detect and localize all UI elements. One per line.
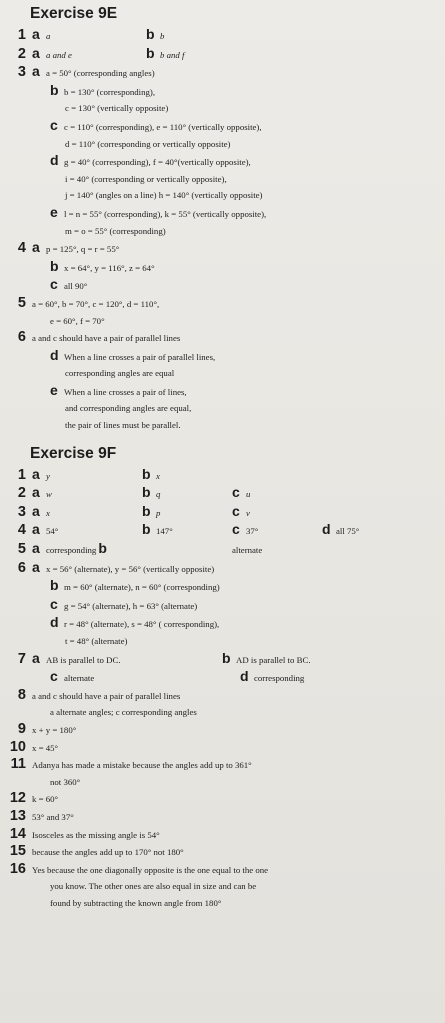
ex9f-q6b — [0, 577, 445, 596]
part-label: a — [32, 26, 40, 42]
ex9e-q6 — [0, 329, 445, 347]
answer: a = 60°, b = 70°, c = 120°, d = 110°, — [32, 298, 160, 309]
answer: g = 40° (corresponding), f = 40°(vertically opposite), — [64, 157, 251, 168]
part-label: c — [50, 116, 58, 133]
question-number: 3 — [17, 503, 26, 520]
part-label: d — [50, 614, 59, 631]
ex9f-q11 — [0, 756, 445, 774]
answer: r = 48° (alternate), s = 48° ( corresponding), — [64, 619, 220, 630]
ex9e-q6e-cont — [0, 400, 445, 417]
answer: y — [46, 470, 50, 481]
question-number: 3 — [17, 64, 26, 81]
part-label: e — [50, 381, 58, 398]
ex9e-q3d-cont2 — [0, 187, 445, 204]
ex9f-q6a — [0, 559, 445, 578]
answer: alternate — [64, 673, 95, 684]
part-label: d — [240, 668, 249, 685]
ex9e-q5-cont — [0, 313, 445, 330]
ex9f-q8-cont — [0, 704, 445, 721]
ex9f-q7cd — [0, 668, 445, 687]
ex9f-q16 — [0, 861, 445, 879]
ex9e-q5 — [0, 295, 445, 313]
answer: w — [46, 489, 52, 500]
answer: j = 140° (angles on a line) h = 140° (vertically opposite) — [65, 190, 263, 201]
answer: x — [46, 507, 50, 518]
answer: you know. The other ones are also equal in size and can be — [50, 881, 257, 892]
answer: x — [156, 470, 160, 481]
question-number: 4 — [17, 240, 26, 257]
answer: corresponding — [46, 545, 97, 556]
answer: because the angles add up to 170° not 180° — [32, 847, 184, 858]
ex9f-q6c — [0, 596, 445, 615]
ex9f-q6d-cont — [0, 633, 445, 650]
answer: and corresponding angles are equal, — [65, 403, 192, 414]
part-label: b — [142, 465, 151, 482]
ex9e-q3b-cont — [0, 100, 445, 117]
answer: found by subtracting the known angle from 180° — [50, 897, 222, 908]
question-number: 16 — [9, 860, 26, 877]
answer: AB is parallel to DC. — [46, 654, 121, 665]
ex9f-q1 — [0, 466, 445, 485]
part-label: a — [32, 540, 40, 557]
answer: b and f — [160, 49, 185, 60]
part-label: a — [32, 239, 40, 256]
part-label: b — [222, 649, 231, 666]
part-label: b — [142, 521, 151, 538]
part-label: a — [32, 484, 40, 501]
part-label: c — [50, 595, 58, 612]
answer: 54° — [46, 526, 59, 537]
part-label: c — [50, 276, 58, 293]
answer: all 90° — [64, 281, 88, 292]
ex9e-q6d-cont — [0, 365, 445, 382]
ex9e-q3e-cont — [0, 223, 445, 240]
answer: When a line crosses a pair of lines, — [64, 386, 187, 397]
part-label: c — [232, 521, 240, 538]
question-number: 6 — [17, 559, 26, 576]
part-label: b — [146, 26, 155, 42]
answer: v — [246, 507, 250, 518]
answer: Adanya has made a mistake because the angles add up to 361° — [32, 760, 252, 771]
part-label: a — [32, 502, 40, 519]
answer: AD is parallel to BC. — [236, 654, 311, 665]
ex9f-q14 — [0, 826, 445, 844]
answer: a alternate angles; c corresponding angles — [50, 707, 197, 718]
question-number: 2 — [17, 45, 26, 62]
answer: all 75° — [336, 526, 360, 537]
part-label: c — [232, 502, 240, 519]
exercise-9f-title: Exercise 9F — [30, 444, 117, 462]
part-label: d — [50, 152, 59, 169]
question-number: 14 — [9, 825, 26, 842]
answer: m = 60° (alternate), n = 60° (corresponding) — [64, 582, 220, 593]
part-label: a — [32, 465, 40, 482]
answer: Isosceles as the missing angle is 54° — [32, 829, 160, 840]
answer: t = 48° (alternate) — [65, 636, 128, 646]
question-number: 2 — [17, 485, 26, 502]
question-number: 5 — [17, 294, 26, 311]
exercise-9e-title: Exercise 9E — [30, 5, 118, 22]
answer: not 360° — [50, 776, 81, 787]
ex9e-q3c — [0, 117, 445, 136]
answer: corresponding angles are equal — [65, 368, 175, 379]
part-label: a — [32, 649, 40, 666]
question-number: 5 — [17, 541, 26, 558]
ex9f-q15 — [0, 843, 445, 861]
answer: c = 130° (vertically opposite) — [65, 103, 169, 114]
ex9f-q4 — [0, 521, 445, 540]
question-number: 9 — [17, 720, 26, 737]
part-label: b — [50, 257, 59, 274]
part-label: b — [146, 44, 155, 61]
ex9e-q3d-cont — [0, 171, 445, 188]
part-label: c — [50, 668, 58, 685]
part-label: d — [322, 521, 331, 538]
answer: 147° — [156, 526, 173, 537]
part-label: b — [50, 81, 59, 98]
ex9e-q4c — [0, 276, 445, 295]
ex9f-q7ab — [0, 650, 445, 669]
ex9e-q2 — [0, 45, 445, 64]
ex9e-q4a — [0, 239, 445, 258]
answer: b = 130° (corresponding), — [64, 86, 156, 97]
answer: g = 54° (alternate), h = 63° (alternate) — [64, 600, 198, 611]
ex9f-q11-cont — [0, 774, 445, 791]
part-label: d — [50, 346, 59, 363]
part-label: e — [50, 203, 58, 220]
part-label: b — [50, 577, 59, 594]
answer: x + y = 180° — [32, 724, 77, 735]
ex9e-q3e — [0, 204, 445, 223]
answer: a — [46, 31, 51, 41]
ex9f-q6d — [0, 614, 445, 633]
ex9f-q10 — [0, 739, 445, 757]
answer: When a line crosses a pair of parallel lines, — [64, 351, 216, 362]
ex9f-q16-cont2 — [0, 895, 445, 912]
answer: p = 125°, q = r = 55° — [46, 244, 120, 255]
answer: alternate — [232, 545, 263, 556]
answer: x = 45° — [32, 742, 59, 753]
answer: b — [160, 31, 165, 41]
question-number: 10 — [9, 738, 26, 755]
ex9f-q13 — [0, 808, 445, 826]
ex9f-q12 — [0, 790, 445, 808]
answer: q — [156, 489, 161, 500]
ex9e-q6d — [0, 347, 445, 366]
ex9e-q1 — [0, 26, 445, 45]
question-number: 7 — [17, 650, 26, 667]
ex9e-q3a — [0, 63, 445, 82]
part-label: a — [32, 558, 40, 575]
question-number: 1 — [17, 27, 26, 43]
part-label: a — [32, 63, 40, 80]
part-label: a — [32, 521, 40, 538]
answer: k = 60° — [32, 794, 59, 805]
ex9e-q3c-cont — [0, 136, 445, 153]
part-label: c — [232, 484, 240, 501]
question-number: 11 — [10, 756, 26, 773]
question-number: 1 — [17, 466, 26, 483]
ex9e-q3d — [0, 152, 445, 171]
answer: Yes because the one diagonally opposite is the one equal to the one — [32, 864, 269, 875]
answer: x = 56° (alternate), y = 56° (vertically opposite) — [46, 563, 215, 574]
part-label: b — [98, 540, 107, 557]
answer: a and c should have a pair of parallel lines — [32, 333, 181, 344]
answer: e = 60°, f = 70° — [50, 315, 105, 326]
question-number: 12 — [9, 790, 26, 807]
ex9f-q3 — [0, 503, 445, 522]
answer: a and c should have a pair of parallel lines — [32, 690, 181, 701]
ex9e-q3b — [0, 82, 445, 101]
answer: a = 50° (corresponding angles) — [46, 68, 155, 79]
answer: 53° and 37° — [32, 811, 74, 822]
answer: corresponding — [254, 673, 305, 684]
answer: the pair of lines must be parallel. — [65, 420, 181, 431]
question-number: 4 — [17, 522, 26, 539]
answer: x = 64°, y = 116°, z = 64° — [64, 262, 155, 273]
ex9e-q4b — [0, 258, 445, 277]
ex9e-q6e — [0, 382, 445, 401]
answer: c = 110° (corresponding), e = 110° (vertically opposite), — [64, 121, 262, 132]
answer: d = 110° (corresponding or vertically opposite) — [65, 138, 231, 149]
answer: m = o = 55° (corresponding) — [65, 225, 166, 236]
answer: p — [156, 507, 161, 518]
answer: u — [246, 489, 251, 500]
ex9e-q6e-cont2 — [0, 417, 445, 434]
question-number: 13 — [9, 807, 26, 824]
question-number: 8 — [17, 686, 26, 703]
answer: a and e — [46, 49, 72, 60]
part-label: a — [32, 44, 40, 61]
answer: l = n = 55° (corresponding), k = 55° (vertically opposite), — [64, 208, 267, 219]
answer: 37° — [246, 526, 259, 537]
part-label: b — [142, 484, 151, 501]
ex9f-q9 — [0, 721, 445, 739]
question-number: 6 — [17, 329, 26, 346]
ex9f-q8 — [0, 687, 445, 705]
part-label: b — [142, 502, 151, 519]
ex9f-q16-cont — [0, 878, 445, 895]
ex9f-q5 — [0, 540, 445, 559]
ex9f-q2 — [0, 484, 445, 503]
question-number: 15 — [9, 843, 26, 860]
answer: i = 40° (corresponding or vertically opposite), — [65, 173, 227, 184]
